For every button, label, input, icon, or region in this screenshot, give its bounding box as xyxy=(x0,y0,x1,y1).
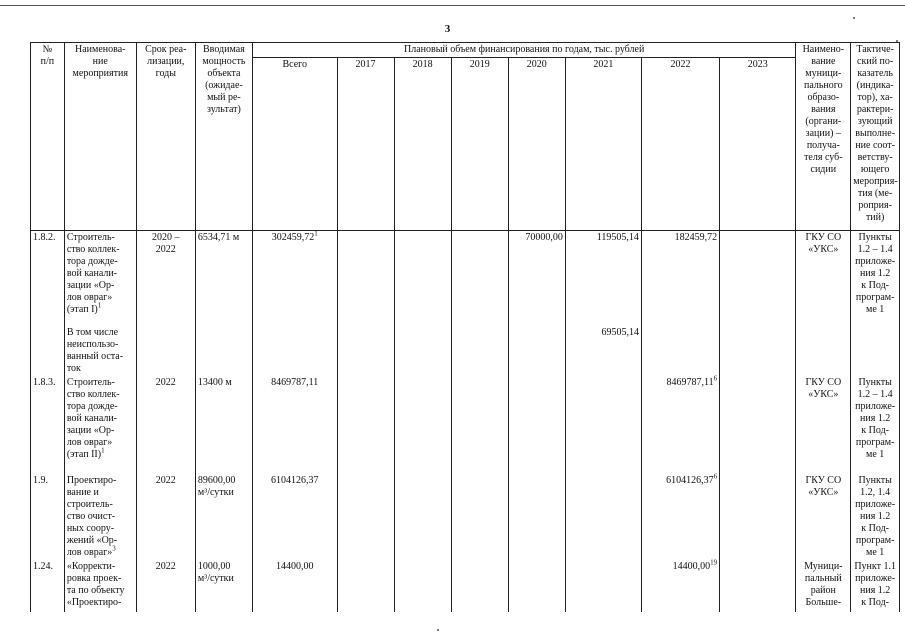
cell-2021 xyxy=(565,376,641,474)
cell-indicator xyxy=(851,326,900,376)
col-header-year: 2022 xyxy=(641,58,719,231)
cell-2017 xyxy=(337,560,394,612)
cell-name: Проектиро- вание и строитель- ство очист- ных соору- жений «Ор- лов овраг»$^3$ xyxy=(64,474,136,560)
scan-mark xyxy=(437,629,439,631)
cell-indicator: Пункты 1.2 – 1.4 приложе- ния 1.2 к Под- програм- ме 1 xyxy=(851,376,900,474)
cell-capacity: 89600,00 м³/сутки xyxy=(195,474,252,560)
cell-name: Строитель- ство коллек- тора дожде- вой канали- зации «Ор- лов овраг» (этап I)$^1$ xyxy=(64,231,136,327)
cell-term xyxy=(136,326,195,376)
cell-2018 xyxy=(394,474,451,560)
cell-recipient xyxy=(796,326,851,376)
table-row xyxy=(31,326,900,376)
cell-term: 2020 – 2022 xyxy=(136,231,195,327)
cell-name: Строитель- ство коллек- тора дожде- вой канали- зации «Ор- лов овраг» (этап II)$^1$ xyxy=(64,376,136,474)
cell-indicator: Пункт 1.1 приложе- ния 1.2 к Под- xyxy=(851,560,900,612)
cell-2018 xyxy=(394,231,451,327)
col-header-total: Всего xyxy=(252,58,337,231)
cell-2021: 69505,14 xyxy=(565,326,641,376)
financing-table xyxy=(30,42,900,612)
scan-mark xyxy=(853,17,855,19)
cell-2019 xyxy=(451,376,508,474)
cell-recipient: ГКУ СО «УКС» xyxy=(796,474,851,560)
footnote-mark: 6 xyxy=(713,472,718,481)
cell-2021: 119505,14 xyxy=(565,231,641,327)
col-header-year: 2020 xyxy=(508,58,565,231)
table-row xyxy=(31,231,900,327)
cell-name: В том числе неиспользо- ванный оста- ток xyxy=(64,326,136,376)
col-header-num: № п/п xyxy=(31,43,65,231)
cell-num: 1.8.3. xyxy=(31,376,65,474)
col-header-term: Срок реа- лизации, годы xyxy=(136,43,195,231)
cell-2019 xyxy=(451,560,508,612)
cell-term: 2022 xyxy=(136,376,195,474)
col-header-year: 2018 xyxy=(394,58,451,231)
cell-2021 xyxy=(565,560,641,612)
cell-2020 xyxy=(508,326,565,376)
col-header-name: Наименова- ние мероприятия xyxy=(64,43,136,231)
cell-capacity: 1000,00 м³/сутки xyxy=(195,560,252,612)
cell-term: 2022 xyxy=(136,474,195,560)
footnote-mark: 1 xyxy=(97,301,102,310)
cell-2020 xyxy=(508,376,565,474)
cell-capacity: 13400 м xyxy=(195,376,252,474)
cell-2020 xyxy=(508,560,565,612)
col-header-indicator: Тактиче- ский по- казатель (индика- тор), ха- рактери- зующий выполне- ние соот- ветству- ющего мероприя- тия (ме- роприя- тий) xyxy=(851,43,900,231)
col-header-year: 2021 xyxy=(565,58,641,231)
cell-2023 xyxy=(720,326,796,376)
cell-2018 xyxy=(394,326,451,376)
footnote-mark: 19 xyxy=(710,558,718,567)
cell-2023 xyxy=(720,560,796,612)
cell-total: 302459,72$^1$ xyxy=(252,231,337,327)
cell-recipient: ГКУ СО «УКС» xyxy=(796,231,851,327)
col-header-year: 2019 xyxy=(451,58,508,231)
footnote-mark: 1 xyxy=(101,446,105,455)
cell-capacity: 6534,71 м xyxy=(195,231,252,327)
cell-total xyxy=(252,326,337,376)
cell-2022: 14400,00$^{19}$ xyxy=(641,560,719,612)
cell-recipient: ГКУ СО «УКС» xyxy=(796,376,851,474)
cell-2021 xyxy=(565,474,641,560)
cell-2017 xyxy=(337,231,394,327)
cell-num: 1.24. xyxy=(31,560,65,612)
cell-num xyxy=(31,326,65,376)
cell-2018 xyxy=(394,560,451,612)
cell-total: 8469787,11 xyxy=(252,376,337,474)
col-header-year: 2023 xyxy=(720,58,796,231)
cell-2018 xyxy=(394,376,451,474)
cell-total: 14400,00 xyxy=(252,560,337,612)
cell-2022 xyxy=(641,326,719,376)
cell-num: 1.9. xyxy=(31,474,65,560)
cell-2022: 8469787,11$^6$ xyxy=(641,376,719,474)
cell-2019 xyxy=(451,326,508,376)
table-row xyxy=(31,376,900,474)
cell-2019 xyxy=(451,474,508,560)
cell-indicator: Пункты 1.2, 1.4 приложе- ния 1.2 к Под- програм- ме 1 xyxy=(851,474,900,560)
cell-2017 xyxy=(337,326,394,376)
cell-2022: 182459,72 xyxy=(641,231,719,327)
cell-2020: 70000,00 xyxy=(508,231,565,327)
page-number: 3 xyxy=(444,23,451,35)
cell-2023 xyxy=(720,231,796,327)
cell-indicator: Пункты 1.2 – 1.4 приложе- ния 1.2 к Под- програм- ме 1 xyxy=(851,231,900,327)
cell-capacity xyxy=(195,326,252,376)
col-header-plan: Плановый объем финансирования по годам, тыс. рублей xyxy=(252,43,795,58)
cell-2020 xyxy=(508,474,565,560)
cell-2023 xyxy=(720,376,796,474)
top-rule xyxy=(0,5,905,6)
cell-2019 xyxy=(451,231,508,327)
cell-recipient: Муници- пальный район Больше- xyxy=(796,560,851,612)
cell-2017 xyxy=(337,474,394,560)
header-row xyxy=(31,43,900,58)
footnote-mark: 1 xyxy=(314,229,318,238)
cell-name: «Корректи- ровка проек- та по объекту «Проектиро- xyxy=(64,560,136,612)
col-header-capacity: Вводимая мощность объекта (ожидае- мый ре- зультат) xyxy=(195,43,252,231)
cell-term: 2022 xyxy=(136,560,195,612)
table-row xyxy=(31,560,900,612)
table-row xyxy=(31,474,900,560)
cell-2022: 6104126,37$^6$ xyxy=(641,474,719,560)
cell-2023 xyxy=(720,474,796,560)
cell-2017 xyxy=(337,376,394,474)
cell-total: 6104126,37 xyxy=(252,474,337,560)
col-header-year: 2017 xyxy=(337,58,394,231)
footnote-mark: 3 xyxy=(112,544,116,553)
col-header-recipient: Наимено- вание муници- пального образо- вания (органи- зации) – получа- теля суб- сидии xyxy=(796,43,851,231)
footnote-mark: 6 xyxy=(713,374,718,383)
cell-num: 1.8.2. xyxy=(31,231,65,327)
